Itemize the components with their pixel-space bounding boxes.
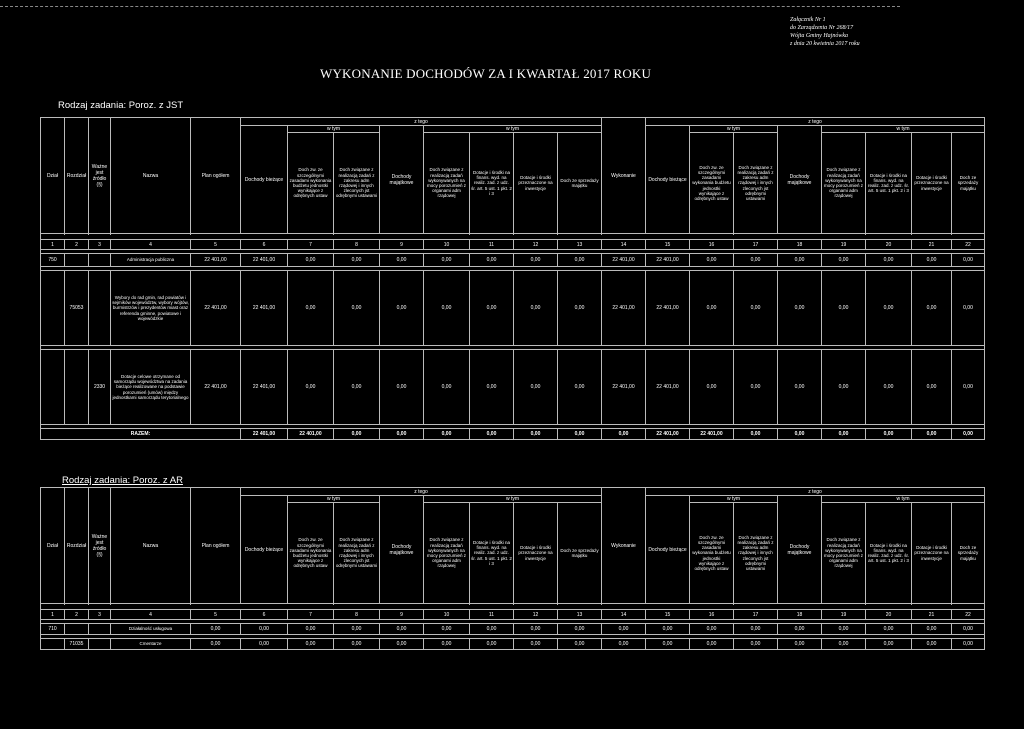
cell-value: 22 401,00 xyxy=(191,271,241,346)
column-number: 1 xyxy=(41,610,65,620)
cell-dzial xyxy=(41,639,65,650)
header-z-tego: z tego xyxy=(646,118,985,126)
cell-value: 0,00 xyxy=(822,639,866,650)
column-number: 7 xyxy=(288,610,334,620)
cell-value: 0,00 xyxy=(778,254,822,267)
column-number: 16 xyxy=(690,610,734,620)
cell-value: 0,00 xyxy=(952,350,985,425)
column-number: 15 xyxy=(646,240,690,250)
cell-value: 0,00 xyxy=(470,624,514,635)
header-z-tego: z tego xyxy=(646,488,985,496)
total-value: 0,00 xyxy=(380,429,424,440)
header-majatkowe: Dochody majątkowe xyxy=(778,496,822,604)
cell-value: 0,00 xyxy=(514,271,558,346)
cell-value: 22 401,00 xyxy=(646,350,690,425)
cell-rozdzial xyxy=(65,254,89,267)
table-row xyxy=(41,254,985,267)
header-col: Doch związane z realizacją zadań wykonywanych na mocy porozumień z organami adm rządowej xyxy=(424,503,470,604)
note-line: do Zarządzenia Nr 268/17 xyxy=(790,25,854,31)
header-col: Dotacje i środki przeznaczone na inwestycje xyxy=(514,503,558,604)
cell-value: 0,00 xyxy=(514,624,558,635)
cell-value: 0,00 xyxy=(952,624,985,635)
total-value: 0,00 xyxy=(822,429,866,440)
cell-value: 22 401,00 xyxy=(241,254,288,267)
cell-value: 0,00 xyxy=(866,639,912,650)
cell-value: 0,00 xyxy=(380,639,424,650)
header-nazwa: Nazwa xyxy=(111,488,191,604)
header-w-tym: w tym xyxy=(288,126,380,133)
column-number: 5 xyxy=(191,240,241,250)
column-number: 18 xyxy=(778,240,822,250)
header-col: Doch zw. ze szczególnymi zasadami wykonania budżetu jednostki wynikające z odrębnych ustaw xyxy=(288,503,334,604)
column-number: 19 xyxy=(822,610,866,620)
header-col: Dotacje i środki przeznaczone na inwestycje xyxy=(514,133,558,234)
column-number: 3 xyxy=(89,240,111,250)
column-number: 19 xyxy=(822,240,866,250)
cell-value: 0,00 xyxy=(602,624,646,635)
header-col: Dotacje i środki przeznaczone na inwestycje xyxy=(912,133,952,234)
cell-value: 0,00 xyxy=(470,639,514,650)
section-label-jst xyxy=(58,100,183,111)
header-rozdzial: Rozdział xyxy=(65,118,89,234)
column-number: 7 xyxy=(288,240,334,250)
column-number: 6 xyxy=(241,610,288,620)
cell-value: 0,00 xyxy=(912,639,952,650)
cell-value: 0,00 xyxy=(690,254,734,267)
section-label-ar xyxy=(62,475,183,486)
cell-value: 0,00 xyxy=(424,350,470,425)
column-number: 4 xyxy=(111,240,191,250)
cell-value: 22 401,00 xyxy=(646,254,690,267)
cell-paragraf xyxy=(89,271,111,346)
header-biezace: Dochody bieżące xyxy=(241,126,288,234)
cell-value: 0,00 xyxy=(912,271,952,346)
column-number: 11 xyxy=(470,610,514,620)
column-number: 14 xyxy=(602,240,646,250)
header-col: Doch związane z realizacją zadań z zakresu adm rządowej i innych zleconych jst odrębnymi ustawami xyxy=(734,503,778,604)
column-number: 22 xyxy=(952,240,985,250)
header-w-tym: w tym xyxy=(424,496,602,503)
total-value: 0,00 xyxy=(734,429,778,440)
cell-value: 22 401,00 xyxy=(241,350,288,425)
column-number: 4 xyxy=(111,610,191,620)
cell-value: 0,00 xyxy=(334,254,380,267)
cell-dzial: 710 xyxy=(41,624,65,635)
cell-value: 0,00 xyxy=(912,350,952,425)
header-col: Doch zw. ze szczególnymi zasadami wykonania budżetu jednostki wynikające z odrębnych ustaw xyxy=(288,133,334,234)
cell-dzial: 750 xyxy=(41,254,65,267)
header-plan: Plan ogółem xyxy=(191,488,241,604)
cell-value: 0,00 xyxy=(952,254,985,267)
header-col: Doch związane z realizacją zadań wykonywanych na mocy porozumień z organami adm rządowej xyxy=(424,133,470,234)
column-number: 16 xyxy=(690,240,734,250)
cell-nazwa: Działalność usługowa xyxy=(111,624,191,635)
total-value: 0,00 xyxy=(778,429,822,440)
cell-value: 0,00 xyxy=(734,271,778,346)
column-number: 12 xyxy=(514,240,558,250)
cell-paragraf xyxy=(89,254,111,267)
column-number: 2 xyxy=(65,240,89,250)
cell-paragraf: 2330 xyxy=(89,350,111,425)
cell-value: 0,00 xyxy=(558,639,602,650)
cell-value: 0,00 xyxy=(334,350,380,425)
cell-value: 0,00 xyxy=(952,639,985,650)
column-number: 11 xyxy=(470,240,514,250)
header-nazwa: Nazwa xyxy=(111,118,191,234)
cell-value: 0,00 xyxy=(690,624,734,635)
header-w-tym: w tym xyxy=(822,496,985,503)
total-value: 0,00 xyxy=(558,429,602,440)
cell-dzial xyxy=(41,350,65,425)
cell-value: 0,00 xyxy=(424,271,470,346)
header-biezace: Dochody bieżące xyxy=(646,496,690,604)
column-number: 22 xyxy=(952,610,985,620)
cell-value: 0,00 xyxy=(191,639,241,650)
header-col: Doch zw. ze szczególnymi zasadami wykonania budżetu jednostki wynikające z odrębnych ustaw xyxy=(690,133,734,234)
cell-rozdzial xyxy=(65,624,89,635)
cell-paragraf xyxy=(89,639,111,650)
column-number: 12 xyxy=(514,610,558,620)
column-number: 15 xyxy=(646,610,690,620)
cell-value: 0,00 xyxy=(380,271,424,346)
header-z-tego: z tego xyxy=(241,118,602,126)
header-col: Doch związane z realizacją zadań wykonywanych na mocy porozumień z organami adm rządowej xyxy=(822,503,866,604)
total-value: 0,00 xyxy=(470,429,514,440)
column-number: 20 xyxy=(866,240,912,250)
column-number: 6 xyxy=(241,240,288,250)
table-row xyxy=(41,271,985,346)
header-col: Doch związane z realizacją zadań wykonywanych na mocy porozumień z organami adm rządowej xyxy=(822,133,866,234)
cell-value: 0,00 xyxy=(558,271,602,346)
cell-value: 0,00 xyxy=(470,350,514,425)
column-number: 10 xyxy=(424,610,470,620)
header-dzial: Dział xyxy=(41,488,65,604)
cell-value: 0,00 xyxy=(288,624,334,635)
header-w-tym: w tym xyxy=(822,126,985,133)
column-number: 5 xyxy=(191,610,241,620)
cell-nazwa: Administracja publiczna xyxy=(111,254,191,267)
total-value: 0,00 xyxy=(952,429,985,440)
cell-value: 0,00 xyxy=(866,271,912,346)
header-majatkowe: Dochody majątkowe xyxy=(380,496,424,604)
column-number-row xyxy=(41,240,985,250)
cell-value: 0,00 xyxy=(334,624,380,635)
cell-rozdzial: 75053 xyxy=(65,271,89,346)
cell-value: 0,00 xyxy=(602,639,646,650)
cell-value: 22 401,00 xyxy=(191,350,241,425)
header-biezace: Dochody bieżące xyxy=(646,126,690,234)
header-col: Doch zw. ze szczególnymi zasadami wykonania budżetu jednostki wynikające z odrębnych ustaw xyxy=(690,503,734,604)
column-number: 13 xyxy=(558,610,602,620)
column-number: 3 xyxy=(89,610,111,620)
cell-value: 0,00 xyxy=(191,624,241,635)
header-w-tym: w tym xyxy=(690,126,778,133)
column-number: 17 xyxy=(734,610,778,620)
cell-value: 0,00 xyxy=(241,624,288,635)
total-value: 0,00 xyxy=(514,429,558,440)
cell-value: 0,00 xyxy=(778,624,822,635)
cell-value: 0,00 xyxy=(380,624,424,635)
header-col: Doch ze sprzedaży majątku xyxy=(952,133,985,234)
column-number: 18 xyxy=(778,610,822,620)
cell-value: 0,00 xyxy=(778,350,822,425)
cell-value: 22 401,00 xyxy=(191,254,241,267)
total-value: 0,00 xyxy=(912,429,952,440)
cell-value: 0,00 xyxy=(822,271,866,346)
cell-value: 0,00 xyxy=(690,639,734,650)
cell-value: 22 401,00 xyxy=(602,271,646,346)
column-number: 2 xyxy=(65,610,89,620)
header-col: Dotacje i środki przeznaczone na inwestycje xyxy=(912,503,952,604)
header-w-tym: w tym xyxy=(424,126,602,133)
table-row xyxy=(41,639,985,650)
cell-value: 0,00 xyxy=(646,624,690,635)
column-number-row xyxy=(41,610,985,620)
header-col: Doch związane z realizacją zadań z zakresu adm rządowej i innych zleconych jst odrębnymi ustawami xyxy=(334,133,380,234)
cell-nazwa: Dotacje celowe otrzymane od samorządu województwa na zadania bieżące realizowane na podstawie porozumień (umów) między jednostkami samorządu terytorialnego xyxy=(111,350,191,425)
note-line: Załącznik Nr 1 xyxy=(790,17,826,23)
cell-value: 0,00 xyxy=(952,271,985,346)
cell-value: 0,00 xyxy=(514,350,558,425)
section-label-text: Rodzaj zadania: Poroz. z JST xyxy=(58,100,184,111)
table-row xyxy=(41,624,985,635)
cell-value: 0,00 xyxy=(912,624,952,635)
cell-value: 0,00 xyxy=(241,639,288,650)
cell-value: 0,00 xyxy=(690,271,734,346)
header-row-ztego xyxy=(41,118,985,126)
cell-value: 0,00 xyxy=(424,639,470,650)
cell-value: 0,00 xyxy=(912,254,952,267)
top-border-line xyxy=(0,6,900,7)
column-number: 9 xyxy=(380,240,424,250)
cell-value: 0,00 xyxy=(778,639,822,650)
cell-value: 0,00 xyxy=(288,271,334,346)
cell-value: 0,00 xyxy=(558,350,602,425)
income-table-jst xyxy=(40,117,985,440)
cell-nazwa: Wybory do rad gmin, rad powiatów i sejmików województw, wybory wójtów, burmistrzów i prezydentów miast oraz referenda gminne, powiatowe i wojewódzkie xyxy=(111,271,191,346)
cell-value: 0,00 xyxy=(822,254,866,267)
header-col: Doch ze sprzedaży majątku xyxy=(558,133,602,234)
page-title: WYKONANIE DOCHODÓW ZA I KWARTAŁ 2017 ROKU xyxy=(320,66,652,81)
header-col: Doch związane z realizacją zadań z zakresu adm rządowej i innych zleconych jst odrębnymi ustawami xyxy=(334,503,380,604)
cell-value: 0,00 xyxy=(734,624,778,635)
cell-value: 0,00 xyxy=(734,254,778,267)
cell-value: 0,00 xyxy=(424,254,470,267)
cell-value: 0,00 xyxy=(288,639,334,650)
header-majatkowe: Dochody majątkowe xyxy=(380,126,424,234)
column-number: 1 xyxy=(41,240,65,250)
column-number: 8 xyxy=(334,240,380,250)
cell-value: 0,00 xyxy=(334,639,380,650)
header-col: Doch ze sprzedaży majątku xyxy=(952,503,985,604)
cell-dzial xyxy=(41,271,65,346)
header-rozdzial: Rozdział xyxy=(65,488,89,604)
cell-value: 0,00 xyxy=(646,639,690,650)
column-number: 21 xyxy=(912,240,952,250)
cell-value: 0,00 xyxy=(866,624,912,635)
cell-value: 0,00 xyxy=(734,350,778,425)
note-line: Wójta Gminy Hajnówka xyxy=(790,33,848,39)
cell-value: 0,00 xyxy=(424,624,470,635)
cell-value: 22 401,00 xyxy=(602,350,646,425)
attachment-note xyxy=(790,16,860,48)
header-wykonanie: Wykonanie xyxy=(602,118,646,234)
cell-value: 0,00 xyxy=(380,350,424,425)
cell-rozdzial: 71035 xyxy=(65,639,89,650)
total-row xyxy=(41,429,985,440)
header-col: Dotacje i środki na finans. wyd. na realiz. zad. z udz. śr. art. 5 ust. 1 pkt. 2 i 3 xyxy=(470,133,514,234)
cell-value: 0,00 xyxy=(734,639,778,650)
cell-value: 0,00 xyxy=(822,350,866,425)
header-row-ztego xyxy=(41,488,985,496)
note-line: z dnia 20 kwietnia 2017 roku xyxy=(790,41,860,47)
header-col: Doch ze sprzedaży majątku xyxy=(558,503,602,604)
total-value: 22 401,00 xyxy=(288,429,334,440)
cell-value: 22 401,00 xyxy=(241,271,288,346)
cell-value: 22 401,00 xyxy=(602,254,646,267)
header-zrodlo: Ważne jest źródło (§) xyxy=(89,118,111,234)
column-number: 10 xyxy=(424,240,470,250)
cell-value: 0,00 xyxy=(778,271,822,346)
cell-value: 0,00 xyxy=(514,254,558,267)
header-zrodlo: Ważne jest źródło (§) xyxy=(89,488,111,604)
total-value: 0,00 xyxy=(334,429,380,440)
header-col: Dotacje i środki na finans. wyd. na realiz. zad. z udz. śr. art. 5 ust. 1 pkt. 2 i 3 xyxy=(866,133,912,234)
section-label-text: Rodzaj zadania: Poroz. z AR xyxy=(62,475,183,486)
column-number: 17 xyxy=(734,240,778,250)
header-plan: Plan ogółem xyxy=(191,118,241,234)
total-value: 0,00 xyxy=(424,429,470,440)
column-number: 8 xyxy=(334,610,380,620)
cell-value: 0,00 xyxy=(514,639,558,650)
cell-value: 0,00 xyxy=(470,271,514,346)
header-w-tym: w tym xyxy=(288,496,380,503)
total-value: 0,00 xyxy=(602,429,646,440)
total-value: 0,00 xyxy=(866,429,912,440)
cell-value: 0,00 xyxy=(866,350,912,425)
total-label: RAZEM: xyxy=(41,429,241,440)
header-z-tego: z tego xyxy=(241,488,602,496)
total-value: 22 401,00 xyxy=(690,429,734,440)
cell-rozdzial xyxy=(65,350,89,425)
column-number: 20 xyxy=(866,610,912,620)
cell-value: 0,00 xyxy=(380,254,424,267)
column-number: 9 xyxy=(380,610,424,620)
cell-value: 0,00 xyxy=(470,254,514,267)
header-wykonanie: Wykonanie xyxy=(602,488,646,604)
header-col: Dotacje i środki na finans. wyd. na realiz. zad. z udz. śr. art. 5 ust. 1 pkt. 2 i 3 xyxy=(470,503,514,604)
total-value: 22 401,00 xyxy=(241,429,288,440)
cell-value: 0,00 xyxy=(288,254,334,267)
header-biezace: Dochody bieżące xyxy=(241,496,288,604)
cell-nazwa: Cmentarze xyxy=(111,639,191,650)
cell-value: 22 401,00 xyxy=(646,271,690,346)
total-value: 22 401,00 xyxy=(646,429,690,440)
cell-value: 0,00 xyxy=(288,350,334,425)
cell-value: 0,00 xyxy=(334,271,380,346)
header-col: Dotacje i środki na finans. wyd. na realiz. zad. z udz. śr. art. 5 ust. 1 pkt. 2 i 3 xyxy=(866,503,912,604)
header-majatkowe: Dochody majątkowe xyxy=(778,126,822,234)
column-number: 21 xyxy=(912,610,952,620)
income-table-ar xyxy=(40,487,985,650)
column-number: 13 xyxy=(558,240,602,250)
cell-value: 0,00 xyxy=(822,624,866,635)
column-number: 14 xyxy=(602,610,646,620)
cell-value: 0,00 xyxy=(866,254,912,267)
header-w-tym: w tym xyxy=(690,496,778,503)
cell-value: 0,00 xyxy=(558,254,602,267)
table-row xyxy=(41,350,985,425)
header-dzial: Dział xyxy=(41,118,65,234)
cell-value: 0,00 xyxy=(690,350,734,425)
cell-value: 0,00 xyxy=(558,624,602,635)
header-col: Doch związane z realizacją zadań z zakresu adm rządowej i innych zleconych jst odrębnymi ustawami xyxy=(734,133,778,234)
cell-paragraf xyxy=(89,624,111,635)
